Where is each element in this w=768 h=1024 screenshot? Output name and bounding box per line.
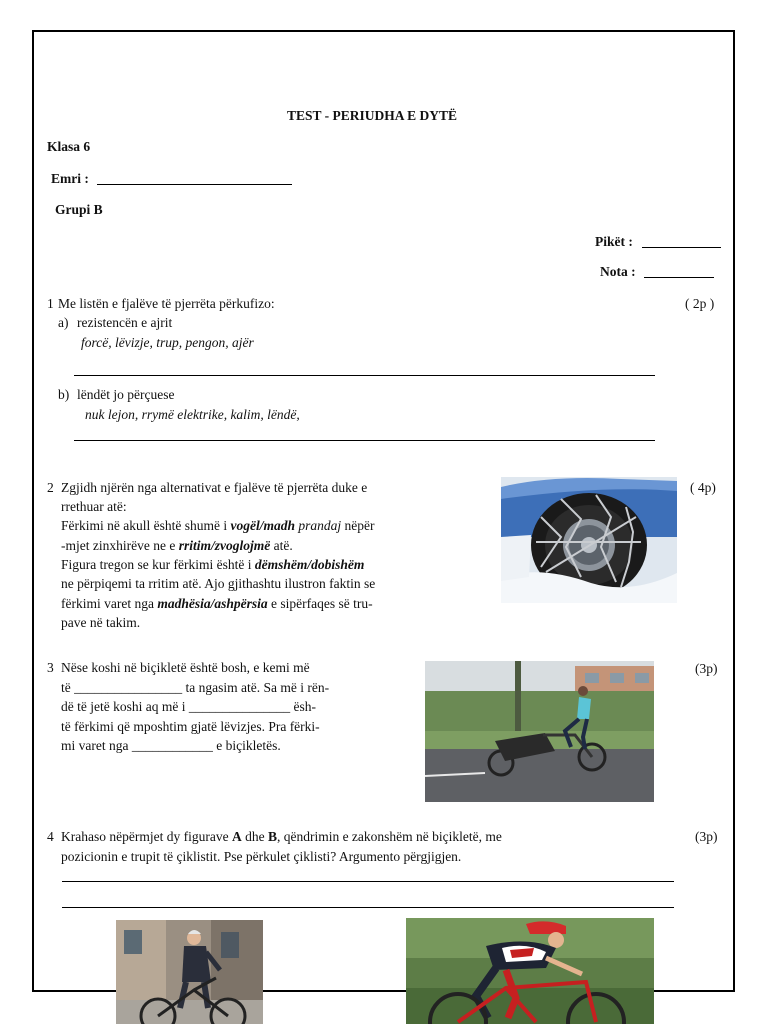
q1a-answer-line[interactable] <box>74 375 655 376</box>
q2-choice-2[interactable]: rritim/zvoglojmë <box>178 538 271 553</box>
q4-line2: pozicionin e trupit të çiklistit. Pse përkulet çiklisti? Argumento përgjigjen. <box>61 849 462 864</box>
q1a-text: rezistencën e ajrit <box>77 315 173 330</box>
q4-answer-line-2[interactable] <box>62 907 674 908</box>
q1b-words: nuk lejon, rrymë elektrike, kalim, lëndë, <box>85 407 300 422</box>
q2-line4: -mjet zinxhirëve ne e rritim/zvoglojmë atë. <box>61 538 293 553</box>
q3-line1: Nëse koshi në biçikletë është bosh, e kemi më <box>61 660 310 675</box>
points-label: Pikët : <box>595 234 633 249</box>
q2-line7: fërkimi varet nga madhësia/ashpërsia e sipërfaqes së tru- <box>61 596 373 611</box>
q3-line5[interactable]: mi varet nga ____________ e biçikletës. <box>61 738 281 753</box>
q1b-answer-line[interactable] <box>74 440 655 441</box>
q1-text: Me listën e fjalëve të pjerrëta përkufizo: <box>58 296 275 311</box>
q2-choice-3[interactable]: dëmshëm/dobishëm <box>254 557 365 572</box>
q4-number: 4 <box>47 829 54 844</box>
q1-points: ( 2p ) <box>685 296 715 311</box>
q3-line2[interactable]: të ________________ ta ngasim atë. Sa më i rën- <box>61 680 330 695</box>
q1b-label: b) <box>58 387 70 402</box>
q2-line6: ne përpiqemi ta rritim atë. Ajo gjithashtu ilustron faktin se <box>61 576 376 591</box>
figure-a-image <box>116 920 263 1024</box>
q4-line1: Krahaso nëpërmjet dy figurave A dhe B, qëndrimin e zakonshëm në biçikletë, me <box>61 829 502 844</box>
q2-line5: Figura tregon se kur fërkimi është i dëmshëm/dobishëm <box>61 557 365 572</box>
group-label: Grupi B <box>55 202 103 217</box>
class-label: Klasa 6 <box>47 139 91 154</box>
q2-choice-1[interactable]: vogël/madh <box>230 518 295 533</box>
q3-number: 3 <box>47 660 54 675</box>
q1a-label: a) <box>58 315 69 330</box>
q2-points: ( 4p) <box>690 480 716 495</box>
q2-line8: pave në takim. <box>61 615 141 630</box>
name-label: Emri : <box>51 171 89 186</box>
q1b-text: lëndët jo përçuese <box>77 387 175 402</box>
q2-line3: Fërkimi në akull është shumë i vogël/madh prandaj nëpër <box>61 518 375 533</box>
q2-choice-4[interactable]: madhësia/ashpërsia <box>157 596 268 611</box>
points-field[interactable] <box>642 247 721 248</box>
q2-line1: Zgjidh njërën nga alternativat e fjalëve të pjerrëta duke e <box>61 480 368 495</box>
page-title: TEST - PERIUDHA E DYTË <box>287 108 458 123</box>
figure-a-ref: A <box>231 829 242 844</box>
tire-chains-image <box>501 477 677 603</box>
figure-b-ref: B <box>267 829 277 844</box>
q1a-words: forcë, lëvizje, trup, pengon, ajër <box>81 335 254 350</box>
name-field[interactable] <box>97 184 292 185</box>
q4-points: (3p) <box>695 829 718 844</box>
grade-label: Nota : <box>600 264 636 279</box>
q3-line3[interactable]: dë të jetë koshi aq më i _______________ ësh- <box>61 699 316 714</box>
cargo-bike-image <box>425 661 654 802</box>
q2-line2: rrethuar atë: <box>61 499 127 514</box>
grade-field[interactable] <box>644 277 714 278</box>
q4-answer-line-1[interactable] <box>62 881 674 882</box>
figure-b-image <box>406 918 654 1024</box>
q3-line4: të fërkimi që mposhtim gjatë lëvizjes. Pra fërki- <box>61 719 320 734</box>
q1-number: 1 <box>47 296 54 311</box>
q2-number: 2 <box>47 480 54 495</box>
q3-points: (3p) <box>695 661 718 676</box>
